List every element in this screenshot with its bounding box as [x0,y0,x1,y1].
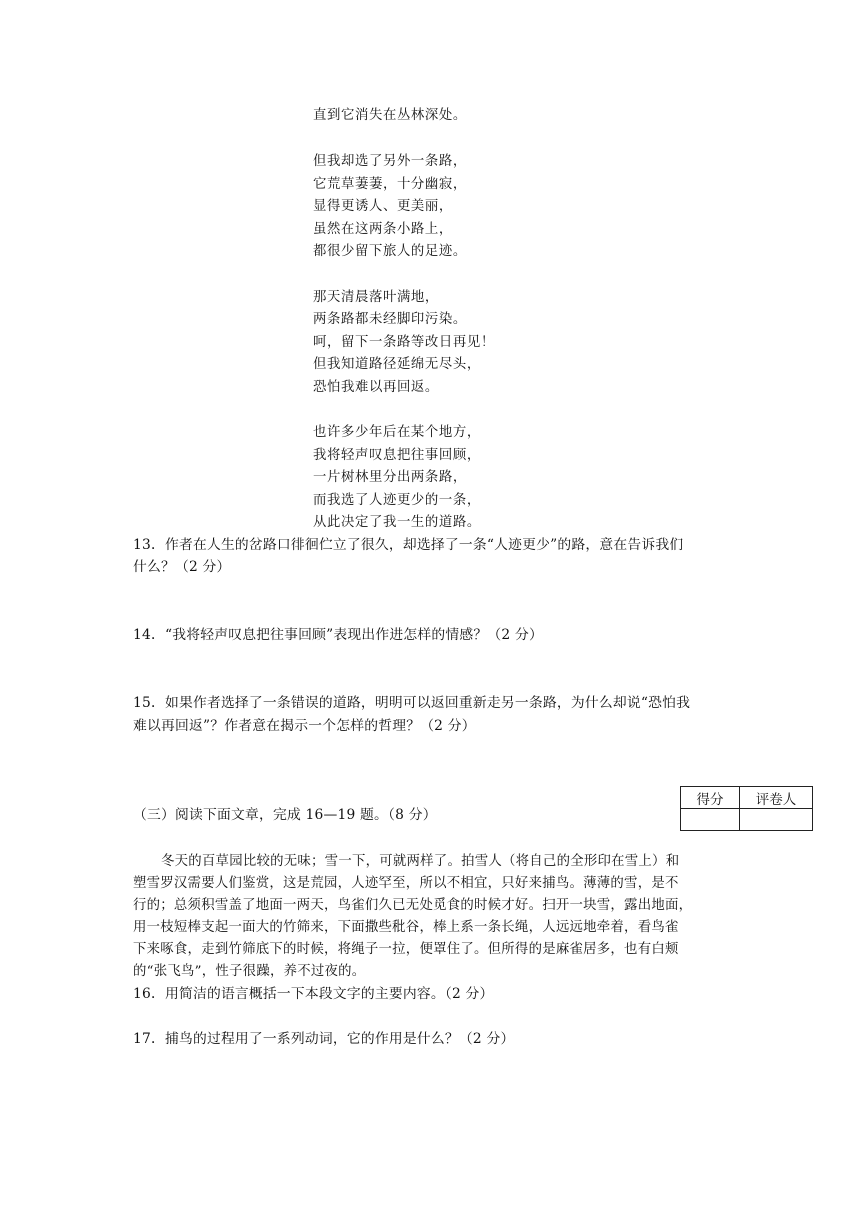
poem-line: 显得更诱人、更美丽， [313,199,453,214]
question-13-cont: 什么？（2 分） [133,559,231,575]
passage-line: 塑雪罗汉需要人们鉴赏，这是荒园，人迹罕至，所以不相宜，只好来捕鸟。薄薄的雪，是不 [133,876,679,891]
poem-line: 但我却选了另外一条路， [313,154,467,169]
passage-line: 用一枝短棒支起一面大的竹筛来，下面撒些秕谷，棒上系一条长绳，人远远地牵着，看鸟雀 [133,920,679,935]
poem-line: 呵，留下一条路等改日再见！ [313,335,495,350]
question-16: 16．用简洁的语言概括一下本段文字的主要内容。（2 分） [133,986,494,1002]
question-15: 15．如果作者选择了一条错误的道路，明明可以返回重新走另一条路，为什么却说“恐怕我 [133,695,691,711]
poem-line: 一片树林里分出两条路， [313,470,467,485]
poem-line: 但我知道路径延绵无尽头， [313,357,481,372]
poem-line: 也许多少年后在某个地方， [313,425,481,440]
question-15-cont: 难以再回返”？作者意在揭示一个怎样的哲理？（2 分） [133,718,476,734]
poem-line: 都很少留下旅人的足迹。 [313,244,467,259]
poem-line: 我将轻声叹息把往事回顾， [313,448,481,463]
passage-line: 的“张飞鸟”，性子很躁，养不过夜的。 [133,964,366,979]
poem-line: 直到它消失在丛林深处。 [313,108,467,123]
grader-cell [740,809,813,831]
question-13: 13．作者在人生的岔路口徘徊伫立了很久，却选择了一条“人迹更少”的路，意在告诉我们 [133,537,684,553]
poem-line: 恐怕我难以再回返。 [313,380,439,395]
grader-label: 评卷人 [740,787,813,809]
poem-line: 而我选了人迹更少的一条， [313,493,481,508]
poem-line: 它荒草萋萋，十分幽寂， [313,177,467,192]
poem-line: 从此决定了我一生的道路。 [313,515,481,530]
score-box [680,786,813,831]
passage-line: 行的；总须积雪盖了地面一两天，鸟雀们久已无处觅食的时候才好。扫开一块雪，露出地面， [133,898,693,913]
section-3-heading: （三）阅读下面文章，完成 16—19 题。（8 分） [133,807,437,823]
passage-line: 下来啄食，走到竹筛底下的时候，将绳子一拉，便罩住了。但所得的是麻雀居多，也有白颊 [133,942,679,957]
score-label: 得分 [681,787,740,809]
poem-line: 两条路都未经脚印污染。 [313,312,467,327]
question-17: 17．捕鸟的过程用了一系列动词，它的作用是什么？（2 分） [133,1031,515,1047]
poem-line: 那天清晨落叶满地， [313,290,439,305]
passage-line: 冬天的百草园比较的无味；雪一下，可就两样了。拍雪人（将自己的全形印在雪上）和 [161,854,680,869]
question-14: 14．“我将轻声叹息把往事回顾”表现出作进怎样的情感？（2 分） [133,627,543,643]
poem-line: 虽然在这两条小路上， [313,222,453,237]
score-cell [681,809,740,831]
